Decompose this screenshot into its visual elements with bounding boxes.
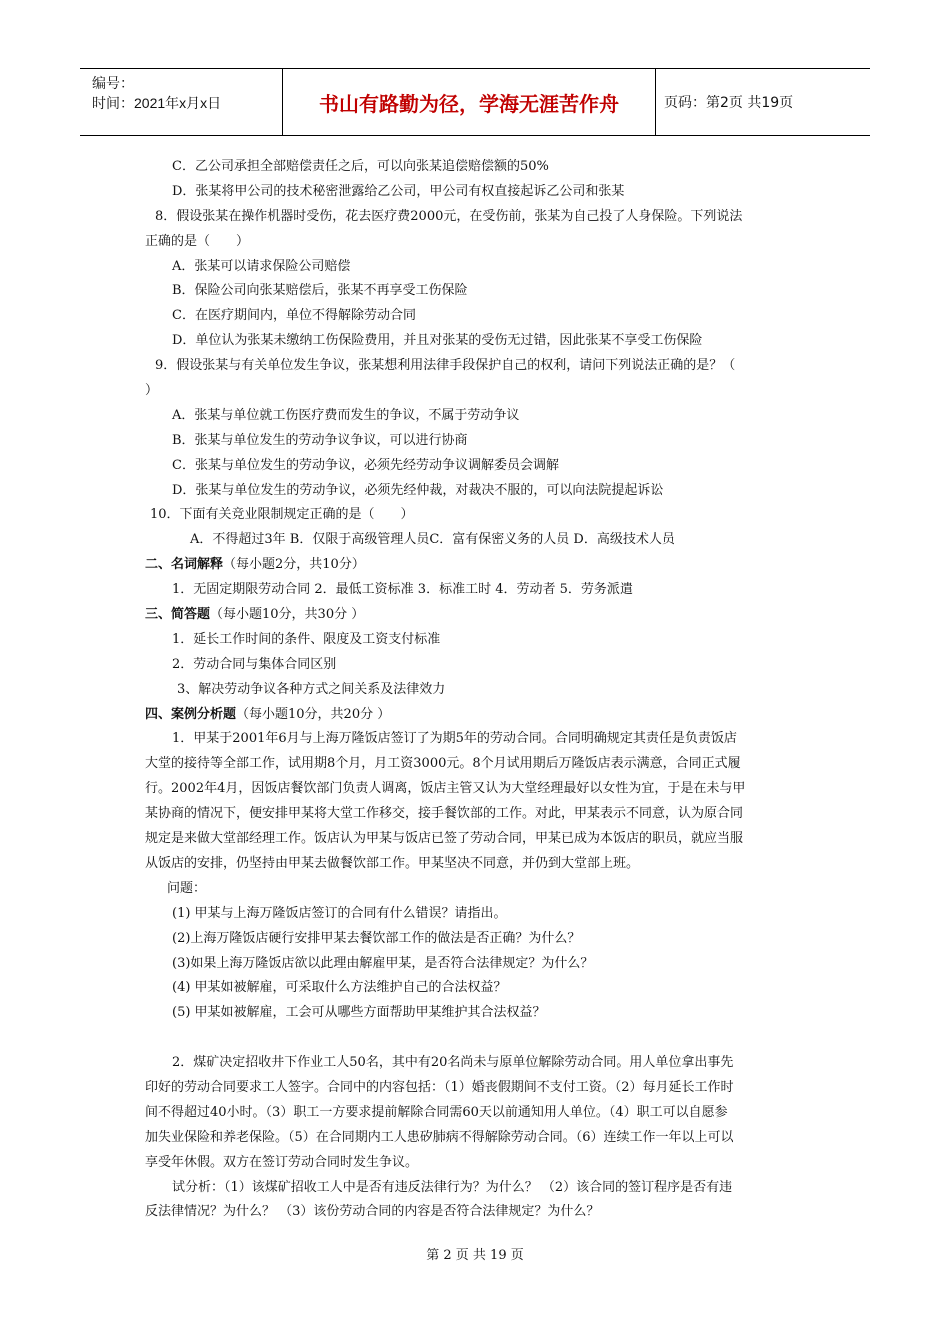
option-line: A．不得超过3年 B．仅限于高级管理人员C．富有保密义务的人员 D．高级技术人员 (190, 532, 675, 548)
question-line: 8．假设张某在操作机器时受伤，花去医疗费2000元，在受伤前，张某为自己投了人身保险。下列说法 (155, 208, 743, 224)
paragraph-line: 行。2002年4月，因饭店餐饮部门负责人调离，饭店主管又认为大堂经理最好以女性为宜，于是在未与甲 (145, 781, 746, 797)
item-line: 1．延长工作时间的条件、限度及工资支付标准 (172, 631, 441, 647)
section-note: （每小题10分，共30分 ） (210, 607, 365, 623)
question-label: 问题： (167, 880, 207, 896)
option-line: D．张某将甲公司的技术秘密泄露给乙公司，甲公司有权直接起诉乙公司和张某 (172, 183, 625, 199)
document-body (145, 155, 810, 1225)
paragraph-line: 间不得超过40小时。（3）职工一方要求提前解除合同需60天以前通知用人单位。（4）职工可以自愿参 (145, 1104, 728, 1120)
paragraph-line: 某协商的情况下，便安排甲某将大堂工作移交，接手餐饮部的工作。对此，甲某表示不同意，认为原合同 (145, 806, 744, 822)
page-footer: 第 2 页 共 19 页 (426, 1248, 524, 1263)
question-line: ） (145, 383, 159, 399)
question-line: 10．下面有关竞业限制规定正确的是（ ） (150, 507, 414, 523)
sub-question: (3)如果上海万隆饭店欲以此理由解雇甲某，是否符合法律规定？为什么？ (172, 955, 594, 971)
paragraph-line: 规定是来做大堂部经理工作。饭店认为甲某与饭店已签了劳动合同，甲某已成为本饭店的职员，就应当服 (145, 831, 744, 847)
option-line: C．乙公司承担全部赔偿责任之后，可以向张某追偿赔偿额的50% (172, 159, 549, 174)
section-title: 三、简答题 (145, 607, 211, 623)
paragraph-line: 反法律情况？为什么？ （3）该份劳动合同的内容是否符合法律规定？为什么？ (145, 1204, 600, 1220)
paragraph-line: 大堂的接待等全部工作，试用期8个月，月工资3000元。8个月试用期后万隆饭店表示满意，合同正式履 (145, 756, 741, 772)
paragraph-line: 试分析：（1）该煤矿招收工人中是否有违反法律行为？为什么？ （2）该合同的签订程序是否有违 (172, 1179, 733, 1195)
paragraph-line: 享受年休假。双方在签订劳动合同时发生争议。 (145, 1154, 419, 1170)
section-note: （每小题2分，共10分） (223, 557, 365, 573)
option-line: C．在医疗期间内，单位不得解除劳动合同 (172, 308, 416, 324)
option-line: D．单位认为张某未缴纳工伤保险费用，并且对张某的受伤无过错，因此张某不享受工伤保险 (172, 333, 703, 349)
question-line: 9．假设张某与有关单位发生争议，张某想利用法律手段保护自己的权利，请问下列说法正确的是？（ (155, 358, 736, 374)
paragraph-line: 印好的劳动合同要求工人签字。合同中的内容包括：（1）婚丧假期间不支付工资。（2）每月延长工作时 (145, 1079, 734, 1095)
item-line: 3、解决劳动争议各种方式之间关系及法律效力 (177, 681, 446, 697)
doc-date-label: 时间：2021年x月x日 (92, 95, 222, 111)
page-header (80, 68, 870, 136)
header-left (80, 69, 282, 135)
option-line: D．张某与单位发生的劳动争议，必须先经仲裁，对裁决不服的，可以向法院提起诉讼 (172, 482, 664, 498)
blank-line (145, 1026, 810, 1051)
header-motto: 书山有路勤为径，学海无涯苦作舟 (282, 69, 656, 135)
option-line: B．保险公司向张某赔偿后，张某不再享受工伤保险 (172, 283, 468, 299)
option-line: B．张某与单位发生的劳动争议争议，可以进行协商 (172, 432, 468, 448)
section-heading (145, 553, 810, 578)
section-heading (145, 603, 810, 628)
option-line: A．张某与单位就工伤医疗费而发生的争议，不属于劳动争议 (172, 407, 520, 423)
sub-question: (1) 甲某与上海万隆饭店签订的合同有什么错误？请指出。 (172, 905, 507, 921)
item-line: 1．无固定期限劳动合同 2．最低工资标准 3．标准工时 4．劳动者 5．劳务派遣 (172, 582, 633, 598)
item-line: 2．劳动合同与集体合同区别 (172, 656, 337, 672)
sub-question: (2)上海万隆饭店硬行安排甲某去餐饮部工作的做法是否正确？为什么？ (172, 930, 581, 946)
option-line: A．张某可以请求保险公司赔偿 (172, 258, 351, 274)
section-title: 四、案例分析题 (145, 706, 237, 722)
section-heading (145, 703, 810, 728)
doc-number-label: 编号： (92, 75, 134, 91)
section-title: 二、名词解释 (145, 557, 224, 573)
paragraph-line: 2．煤矿决定招收井下作业工人50名，其中有20名尚未与原单位解除劳动合同。用人单位拿出事先 (172, 1055, 734, 1071)
question-line: 正确的是（ ） (145, 233, 250, 249)
paragraph-line: 1．甲某于2001年6月与上海万隆饭店签订了为期5年的劳动合同。合同明确规定其责任是负责饭店 (172, 731, 737, 747)
paragraph-line: 从饭店的安排，仍坚持由甲某去做餐饮部工作。甲某坚决不同意，并仍到大堂部上班。 (145, 855, 640, 871)
header-page-label: 页码：第2页 共19页 (664, 95, 794, 111)
sub-question: (5) 甲某如被解雇，工会可从哪些方面帮助甲某维护其合法权益？ (172, 1005, 546, 1021)
section-note: （每小题10分，共20分 ） (236, 706, 391, 722)
option-line: C．张某与单位发生的劳动争议，必须先经劳动争议调解委员会调解 (172, 457, 559, 473)
sub-question: (4) 甲某如被解雇，可采取什么方法维护自己的合法权益？ (172, 980, 507, 996)
paragraph-line: 加失业保险和养老保险。（5）在合同期内工人患矽肺病不得解除劳动合同。（6）连续工作一年以上可以 (145, 1129, 734, 1145)
